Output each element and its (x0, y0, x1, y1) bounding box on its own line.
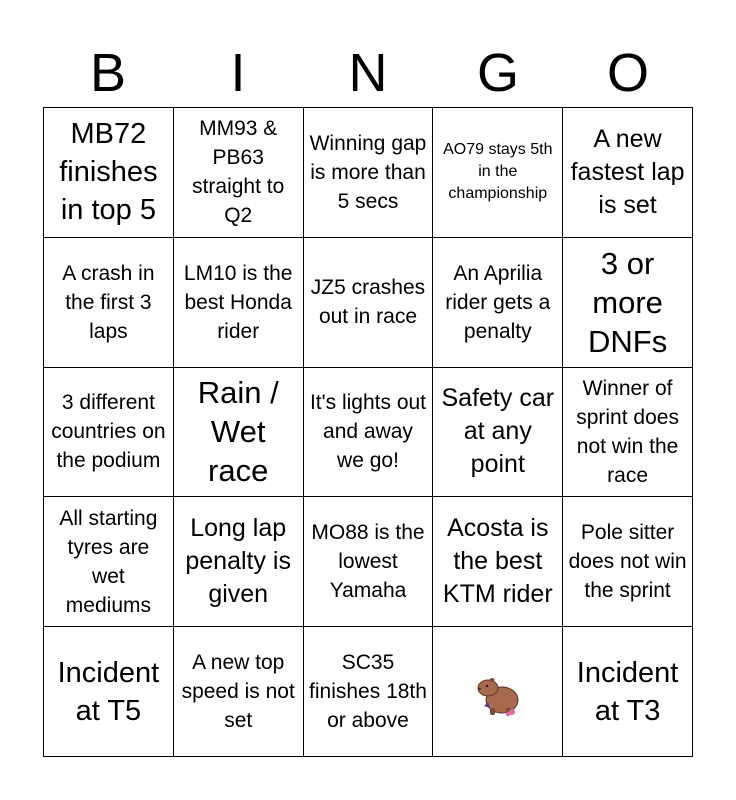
header-letter-i: I (230, 43, 246, 103)
bingo-cell[interactable]: AO79 stays 5th in the championship (433, 108, 563, 238)
bingo-cell[interactable]: Pole sitter does not win the sprint (563, 497, 693, 627)
bingo-cell[interactable]: A new fastest lap is set (563, 108, 693, 238)
bingo-cell[interactable]: A new top speed is not set (174, 627, 304, 757)
bingo-header (43, 40, 693, 106)
bingo-cell[interactable]: All starting tyres are wet mediums (44, 497, 174, 627)
header-letter-g: G (476, 43, 519, 103)
bingo-cell[interactable]: A crash in the first 3 laps (44, 238, 174, 368)
bingo-cell[interactable]: Acosta is the best KTM rider (433, 497, 563, 627)
bingo-cell[interactable]: MB72 finishes in top 5 (44, 108, 174, 238)
bingo-cell[interactable]: Incident at T5 (44, 627, 174, 757)
bingo-cell[interactable]: 3 different countries on the podium (44, 368, 174, 498)
bingo-cell[interactable]: Long lap penalty is given (174, 497, 304, 627)
header-letter-b: B (89, 43, 127, 103)
bingo-cell[interactable]: Winner of sprint does not win the race (563, 368, 693, 498)
bingo-cell[interactable]: LM10 is the best Honda rider (174, 238, 304, 368)
bingo-cell[interactable]: Winning gap is more than 5 secs (304, 108, 434, 238)
bingo-cell[interactable]: MM93 & PB63 straight to Q2 (174, 108, 304, 238)
bingo-cell[interactable]: It's lights out and away we go! (304, 368, 434, 498)
bingo-cell[interactable]: JZ5 crashes out in race (304, 238, 434, 368)
header-letter-n: N (348, 43, 388, 103)
free-space-cell[interactable] (433, 627, 563, 757)
bingo-cell[interactable]: An Aprilia rider gets a penalty (433, 238, 563, 368)
bingo-board (43, 107, 693, 757)
bingo-cell[interactable]: Incident at T3 (563, 627, 693, 757)
bingo-cell[interactable]: SC35 finishes 18th or above (304, 627, 434, 757)
capybara-icon (468, 662, 528, 722)
header-letter-o: O (606, 43, 649, 103)
bingo-cell[interactable]: MO88 is the lowest Yamaha (304, 497, 434, 627)
bingo-cell[interactable]: Safety car at any point (433, 368, 563, 498)
bingo-cell[interactable]: Rain / Wet race (174, 368, 304, 498)
bingo-cell[interactable]: 3 or more DNFs (563, 238, 693, 368)
